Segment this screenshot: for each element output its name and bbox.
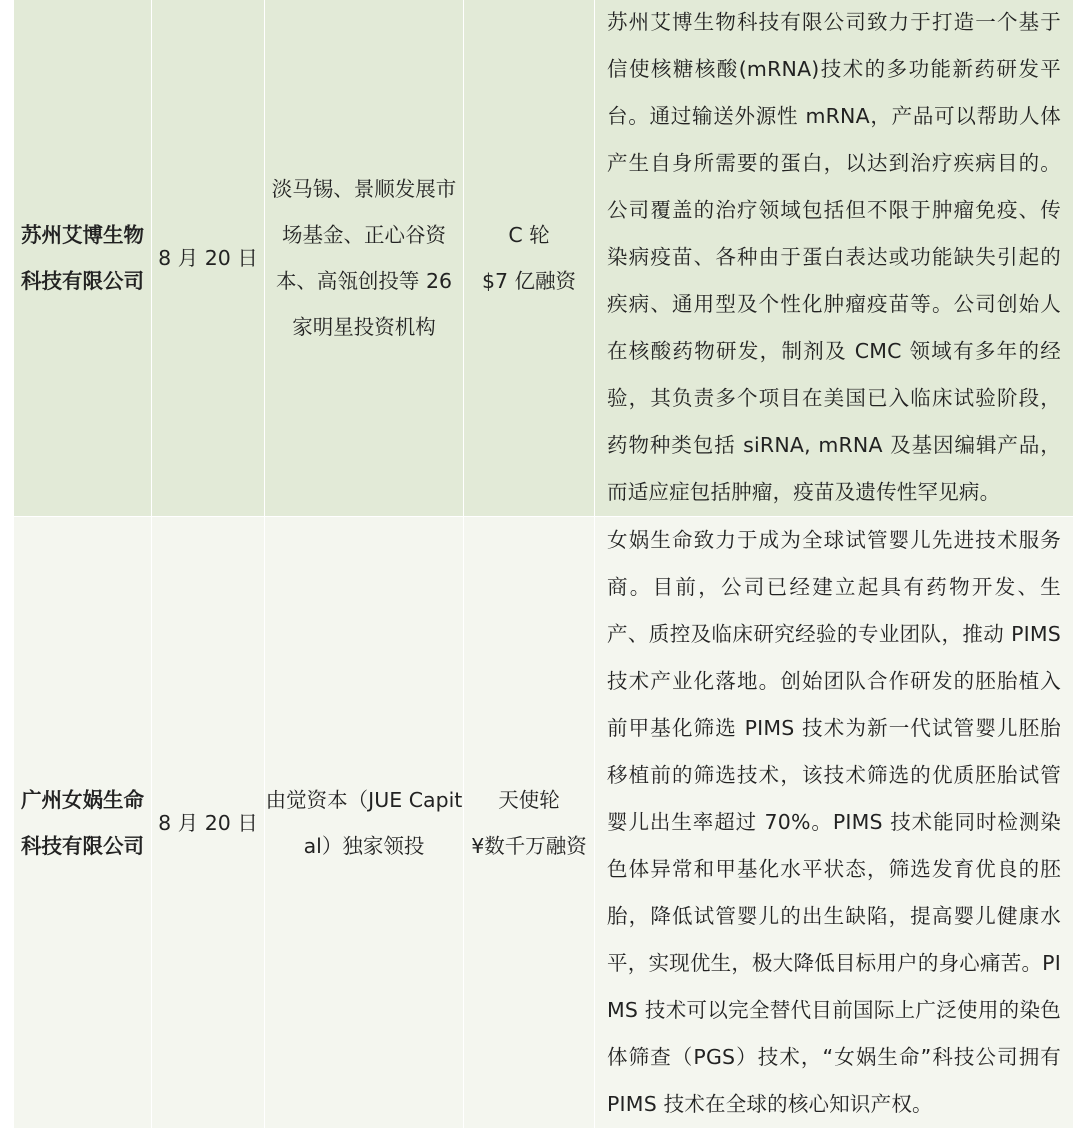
table-row	[14, 0, 1074, 517]
company-description: 苏州艾博生物科技有限公司致力于打造一个基于信使核糖核酸(mRNA)技术的多功能新药研发平台。通过输送外源性 mRNA，产品可以帮助人体产生自身所需要的蛋白，以达到治疗疾病目的。公司覆盖的治疗领域包括但不限于肿瘤免疫、传染病疫苗、各种由于蛋白表达或功能缺失引起的疾病、通用型及个性化肿瘤疫苗等。公司创始人在核酸药物研发，制剂及 CMC 领域有多年的经验，其负责多个项目在美国已入临床试验阶段，药物种类包括 siRNA, mRNA 及基因编辑产品，而适应症包括肿瘤，疫苗及遗传性罕见病。	[607, 10, 1061, 504]
round-cell	[464, 517, 595, 1129]
funding-amount: $7 亿融资	[481, 268, 577, 293]
funding-date: 8 月 20 日	[158, 810, 258, 835]
date-cell	[152, 0, 265, 517]
company-name-cell	[14, 0, 152, 517]
investors: 由觉资本（JUE Capital）独家领投	[265, 787, 463, 858]
description-cell	[595, 0, 1074, 517]
round-cell	[464, 0, 595, 517]
company-name-cell	[14, 517, 152, 1129]
table-row	[14, 517, 1074, 1129]
funding-amount: ¥数千万融资	[471, 833, 587, 858]
funding-round: C 轮	[508, 222, 550, 247]
company-name: 苏州艾博生物科技有限公司	[21, 222, 144, 293]
description-cell	[595, 517, 1074, 1129]
company-name: 广州女娲生命科技有限公司	[21, 787, 144, 858]
investors-cell	[265, 0, 464, 517]
company-description: 女娲生命致力于成为全球试管婴儿先进技术服务商。目前，公司已经建立起具有药物开发、生产、质控及临床研究经验的专业团队，推动 PIMS 技术产业化落地。创始团队合作研发的胚胎植入前甲基化筛选 PIMS 技术为新一代试管婴儿胚胎移植前的筛选技术，该技术筛选的优质胚胎试管婴儿出生率超过 70%。PIMS 技术能同时检测染色体异常和甲基化水平状态，筛选发育优良的胚胎，降低试管婴儿的出生缺陷，提高婴儿健康水平，实现优生，极大降低目标用户的身心痛苦。PIMS 技术可以完全替代目前国际上广泛使用的染色体筛查（PGS）技术，“女娲生命”科技公司拥有 PIMS 技术在全球的核心知识产权。	[607, 528, 1061, 1116]
funding-table	[13, 0, 1074, 1129]
investors-cell	[265, 517, 464, 1129]
funding-round: 天使轮	[498, 787, 560, 812]
investors: 淡马锡、景顺发展市场基金、正心谷资本、高瓴创投等 26 家明星投资机构	[271, 176, 457, 339]
date-cell	[152, 517, 265, 1129]
funding-date: 8 月 20 日	[158, 245, 258, 270]
